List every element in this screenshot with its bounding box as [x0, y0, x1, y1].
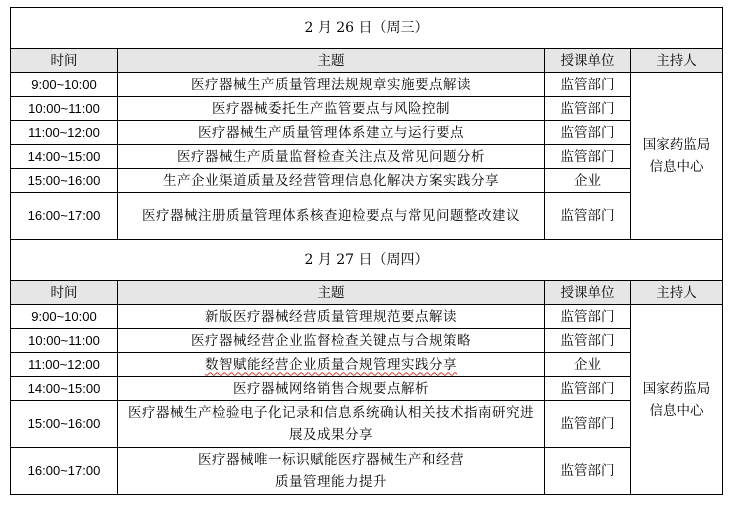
table-row — [11, 193, 723, 240]
session-time: 11:00~12:00 — [11, 121, 118, 145]
session-time: 14:00~15:00 — [11, 377, 118, 401]
column-header-row — [11, 281, 723, 305]
session-time: 9:00~10:00 — [11, 73, 118, 97]
session-topic: 医疗器械生产质量管理体系建立与运行要点 — [118, 121, 545, 145]
session-topic: 医疗器械生产质量监督检查关注点及常见问题分析 — [118, 145, 545, 169]
session-topic: 医疗器械经营企业监督检查关键点与合规策略 — [118, 329, 545, 353]
session-time: 16:00~17:00 — [11, 448, 118, 495]
session-host — [631, 305, 723, 495]
session-time: 14:00~15:00 — [11, 145, 118, 169]
host-line: 信息中心 — [649, 402, 704, 419]
col-host-header: 主持人 — [631, 281, 723, 305]
session-topic: 医疗器械注册质量管理体系核查迎检要点与常见问题整改建议 — [118, 193, 545, 240]
session-time: 10:00~11:00 — [11, 329, 118, 353]
col-host-header: 主持人 — [631, 49, 723, 73]
session-unit: 监管部门 — [545, 121, 631, 145]
table-row — [11, 145, 723, 169]
col-time-header: 时间 — [11, 49, 118, 73]
table-row — [11, 377, 723, 401]
session-unit: 监管部门 — [545, 329, 631, 353]
table-row — [11, 121, 723, 145]
col-unit-header: 授课单位 — [545, 49, 631, 73]
host-line: 国家药监局 — [642, 380, 711, 397]
session-topic: 医疗器械生产质量管理法规规章实施要点解读 — [118, 73, 545, 97]
session-time: 15:00~16:00 — [11, 401, 118, 448]
table-row — [11, 73, 723, 97]
topic-line: 质量管理能力提升 — [275, 474, 387, 490]
session-unit: 企业 — [545, 169, 631, 193]
table-row — [11, 329, 723, 353]
table-row — [11, 97, 723, 121]
topic-line: 医疗器械唯一标识赋能医疗器械生产和经营 — [198, 452, 464, 468]
col-topic-header: 主题 — [118, 281, 545, 305]
table-row — [11, 448, 723, 495]
table-row — [11, 353, 723, 377]
session-time: 16:00~17:00 — [11, 193, 118, 240]
session-unit: 监管部门 — [545, 401, 631, 448]
session-topic: 数智赋能经营企业质量合规管理实践分享 — [118, 353, 545, 377]
session-unit: 企业 — [545, 353, 631, 377]
session-unit: 监管部门 — [545, 377, 631, 401]
session-topic: 医疗器械生产检验电子化记录和信息系统确认相关技术指南研究进展及成果分享 — [118, 401, 545, 448]
session-unit: 监管部门 — [545, 448, 631, 495]
session-time: 15:00~16:00 — [11, 169, 118, 193]
session-time: 11:00~12:00 — [11, 353, 118, 377]
schedule-table — [10, 7, 723, 495]
session-topic: 生产企业渠道质量及经营管理信息化解决方案实践分享 — [118, 169, 545, 193]
session-topic: 医疗器械网络销售合规要点解析 — [118, 377, 545, 401]
session-time: 10:00~11:00 — [11, 97, 118, 121]
session-topic: 医疗器械委托生产监管要点与风险控制 — [118, 97, 545, 121]
col-unit-header: 授课单位 — [545, 281, 631, 305]
col-topic-header: 主题 — [118, 49, 545, 73]
session-time: 9:00~10:00 — [11, 305, 118, 329]
session-host — [631, 73, 723, 240]
session-topic — [118, 448, 545, 495]
session-unit: 监管部门 — [545, 97, 631, 121]
column-header-row — [11, 49, 723, 73]
table-row — [11, 401, 723, 448]
session-unit: 监管部门 — [545, 305, 631, 329]
session-unit: 监管部门 — [545, 73, 631, 97]
table-row — [11, 305, 723, 329]
host-line: 信息中心 — [649, 159, 704, 175]
day-title: 2 月 26 日（周三） — [11, 8, 723, 49]
col-time-header: 时间 — [11, 281, 118, 305]
session-topic: 新版医疗器械经营质量管理规范要点解读 — [118, 305, 545, 329]
session-unit: 监管部门 — [545, 193, 631, 240]
session-unit: 监管部门 — [545, 145, 631, 169]
host-line: 国家药监局 — [642, 137, 711, 153]
table-row — [11, 169, 723, 193]
day-title: 2 月 27 日（周四） — [11, 240, 723, 281]
